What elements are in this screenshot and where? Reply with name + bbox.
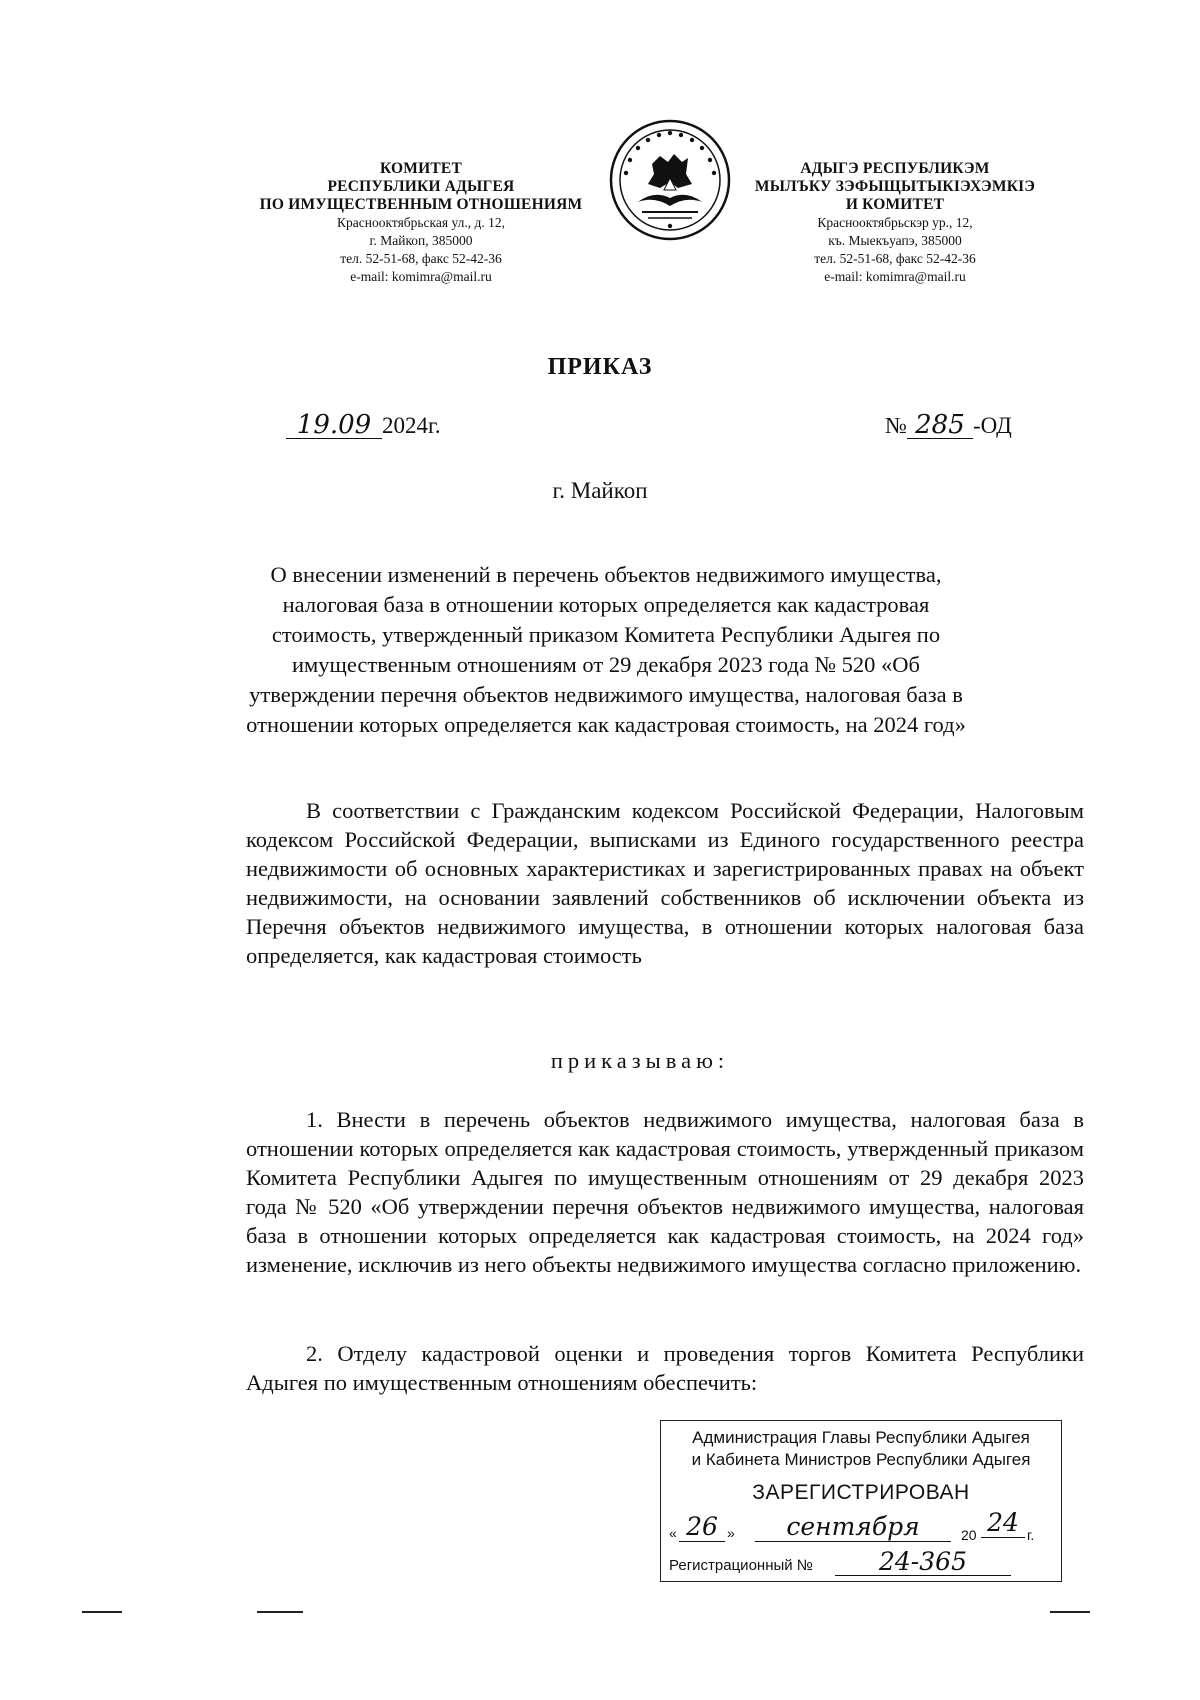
stamp-status: ЗАРЕГИСТРИРОВАН — [752, 1481, 970, 1504]
org-name-line: МЫЛЪКУ ЗЭФЫЩЫТЫКIЭХЭМКIЭ — [754, 178, 1036, 195]
document-number — [885, 412, 1012, 439]
stamp-organization — [667, 1427, 1055, 1471]
preamble-paragraph: В соответствии с Гражданским кодексом Российской Федерации, Налоговым кодексом Российской Федерации, выписками из Единого государственного реестра недвижимости об основных характеристиках и зарегистрированных правах на объект недвижимости, на основании заявлений собственников об исключении объекта из Перечня объектов недвижимого имущества, в отношении которых налоговая база определяется, как кадастровая стоимость — [246, 798, 1084, 968]
year-suffix: г. — [1027, 1527, 1035, 1543]
registration-stamp — [660, 1420, 1062, 1582]
order-item-2: 2. Отделу кадастровой оценки и проведения торгов Комитета Республики Адыгея по имущественным отношениям обеспечить: — [246, 1341, 1084, 1395]
year-prefix: 20 — [961, 1527, 977, 1543]
quote-open: « — [669, 1525, 677, 1541]
stamp-date-line — [669, 1508, 1055, 1547]
header-left — [236, 160, 606, 286]
document-title: ПРИКАЗ — [547, 354, 653, 380]
document-city: г. Майкоп — [552, 478, 648, 503]
handwritten-number: 285 — [907, 412, 973, 439]
org-name-line: РЕСПУБЛИКИ АДЫГЕЯ — [327, 178, 515, 195]
stamp-org-line: Администрация Главы Республики Адыгея — [692, 1428, 1030, 1447]
address-line: Краснооктябрьскэр ур., 12, — [817, 215, 973, 230]
handwritten-day: 26 — [679, 1513, 725, 1542]
phone-line: тел. 52-51-68, факс 52-42-36 — [340, 251, 502, 266]
address-line: г. Майкоп, 385000 — [369, 233, 473, 248]
handwritten-year: 24 — [981, 1509, 1025, 1538]
quote-close: » — [727, 1525, 735, 1541]
email-line: e-mail: komimra@mail.ru — [824, 269, 966, 284]
divider-line — [257, 1611, 303, 1613]
number-sign: № — [885, 413, 907, 438]
phone-line: тел. 52-51-68, факс 52-42-36 — [814, 251, 976, 266]
handwritten-month: сентября — [755, 1513, 951, 1542]
order-item-1: 1. Внести в перечень объектов недвижимого имущества, налоговая база в отношении которых определяется как кадастровая стоимость, утвержденный приказом Комитета Республики Адыгея по имущественным отношениям от 29 декабря 2023 года № 520 «Об утверждении перечня объектов недвижимого имущества, налоговая база в отношении которых определяется как кадастровая стоимость, на 2024 год» изменение, исключив из него объекты недвижимого имущества согласно приложению. — [246, 1107, 1084, 1277]
org-name-line: КОМИТЕТ — [379, 160, 462, 177]
handwritten-date: 19.09 — [286, 412, 382, 439]
org-name-line: И КОМИТЕТ — [845, 196, 945, 213]
header-right — [730, 160, 1060, 286]
handwritten-reg-number: 24-365 — [835, 1549, 1011, 1576]
document-date — [286, 412, 441, 439]
number-suffix: -ОД — [972, 413, 1012, 438]
address-line: Краснооктябрьская ул., д. 12, — [337, 215, 505, 230]
divider-line — [1050, 1611, 1090, 1613]
divider-line — [82, 1611, 122, 1613]
coat-of-arms-icon — [608, 118, 732, 242]
org-name-line: АДЫГЭ РЕСПУБЛИКЭМ — [800, 160, 990, 177]
stamp-reg-line — [669, 1549, 1055, 1579]
reg-number-label: Регистрационный № — [669, 1557, 813, 1574]
document-subject: О внесении изменений в перечень объектов недвижимого имущества, налоговая база в отношении которых определяется как кадастровая стоимость, утвержденный приказом Комитета Республики Адыгея по имущественным отношениям от 29 декабря 2023 года № 520 «Об утверждении перечня объектов недвижимого имущества, налоговая база в отношении которых определяется как кадастровая стоимость, на 2024 год» — [246, 562, 966, 737]
address-line: къ. Мыекъуапэ, 385000 — [828, 233, 962, 248]
order-word: приказываю: — [550, 1048, 730, 1073]
stamp-org-line: и Кабинета Министров Республики Адыгея — [691, 1450, 1031, 1469]
email-line: e-mail: komimra@mail.ru — [350, 269, 492, 284]
org-name-line: ПО ИМУЩЕСТВЕННЫМ ОТНОШЕНИЯМ — [259, 196, 583, 213]
date-year: 2024г. — [382, 413, 441, 438]
